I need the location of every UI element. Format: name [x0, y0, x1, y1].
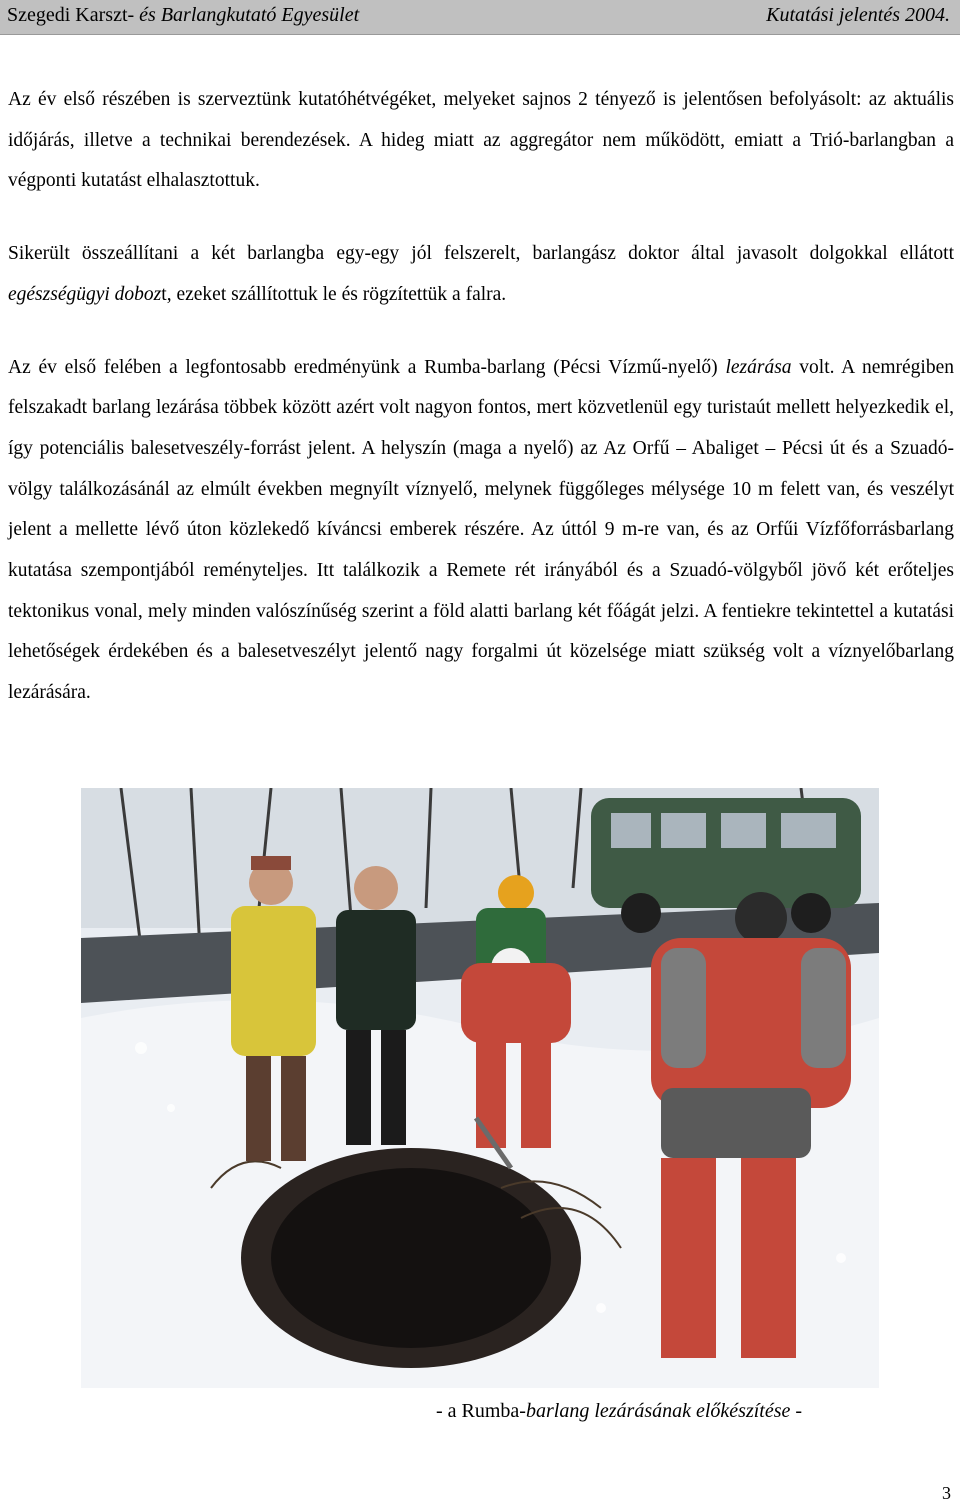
paragraph-2 [8, 234, 954, 315]
paragraph-3 [8, 348, 954, 714]
p2-text-a: Sikerült összeállítani a két barlangba egy-egy jól felszerelt, barlangász doktor által javasolt dolgokkal ellátott [8, 243, 954, 265]
p3-italic: lezárása [725, 356, 792, 378]
header-org-part2: és Barlangkutató Egyesület [139, 4, 360, 26]
header-org-part1: Szegedi Karszt- [7, 4, 140, 26]
p2-text-b: t, ezeket szállítottuk le és rögzítettük a falra. [161, 283, 507, 305]
p3-text-a: Az év első felében a legfontosabb eredményünk a Rumba-barlang (Pécsi Vízmű-nyelő) [8, 356, 726, 378]
caption-text-b: - [790, 1400, 803, 1422]
cave-closure-photo [81, 788, 879, 1388]
photo-illustration [81, 788, 879, 1388]
header-organization [7, 4, 359, 27]
caption-text-a: - a Rumba- [436, 1400, 526, 1422]
paragraph-1: Az év első részében is szerveztünk kutatóhétvégéket, melyeket sajnos 2 tényező is jelentősen befolyásolt: az aktuális időjárás, illetve a technikai berendezések. A hideg miatt az aggregátor nem működött, emiatt a Trió-barlangban a végponti kutatást elhalasztottuk. [8, 89, 954, 192]
page-number: 3 [942, 1483, 951, 1503]
caption-italic: barlang lezárásának előkészítése [525, 1400, 791, 1422]
p3-text-b: volt. A nemrégiben felszakadt barlang lezárása többek között azért volt nagyon fontos, mert közvetlenül egy turistaút mellett helyezkedik el, így potenciális balesetveszély-forrást jelent. A helyszín (maga a nyelő) az Az Orfű – Abaliget – Pécsi út és a Szuadó-völgy találkozásánál az elmúlt években megnyílt víznyelő, melynek függőleges mélysége 10 m felett van, és veszélyt jelent a mellette lévő úton közlekedő kíváncsi emberek részére. Az úttól 9 m-re van, és az Orfűi Vízfőforrásbarlang kutatása szempontjából reményteljes. Itt találkozik a Remete rét irányából és a Szuadó-völgyből jövő két erőteljes tektonikus vonal, mely minden valószínűség szerint a föld alatti barlang két főágát jelzi. A fentiekre tekintettel a kutatási lehetőségek érdekében és a balesetveszélyt jelentő nagy forgalmi út közelsége miatt szükség volt a víznyelőbarlang lezárására. [8, 356, 954, 704]
photo-caption [436, 1400, 802, 1423]
page-header [0, 0, 960, 35]
p2-italic: egészségügyi doboz [8, 283, 162, 305]
body-text [8, 80, 954, 714]
header-report-title: Kutatási jelentés 2004. [766, 4, 950, 26]
